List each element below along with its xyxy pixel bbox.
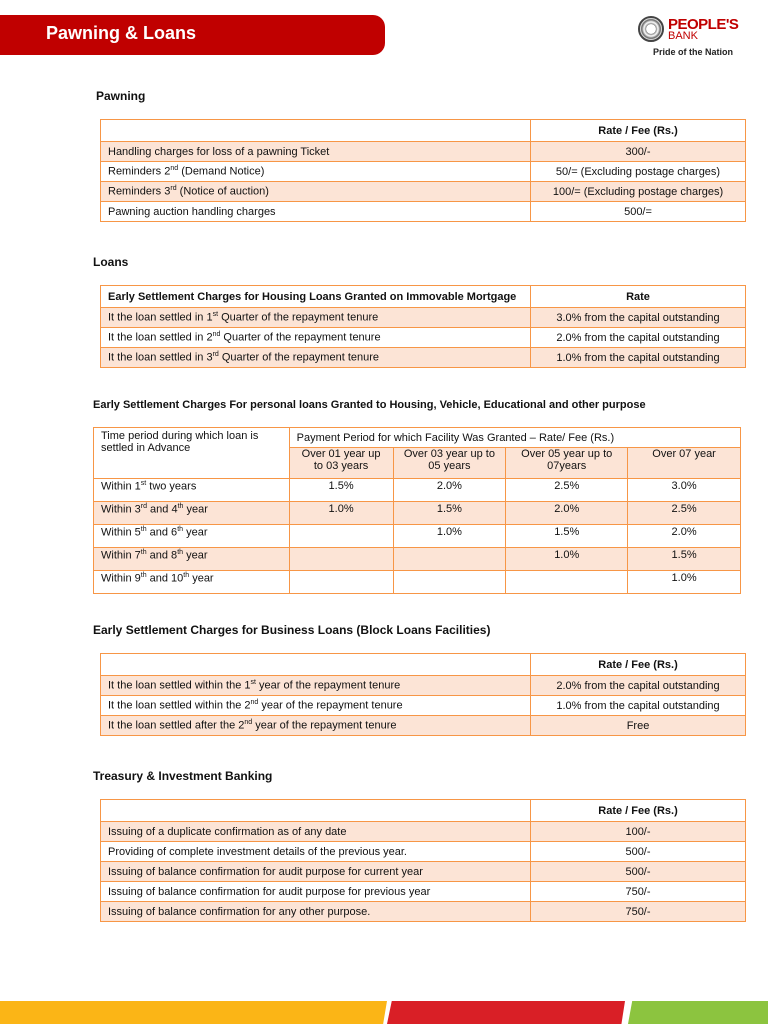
rate-cell: 2.0% from the capital outstanding	[531, 328, 746, 348]
period-cell: Within 7th and 8th year	[94, 548, 290, 571]
rate-cell: 500/-	[531, 842, 746, 862]
table-row	[101, 902, 746, 922]
rate-cell: 500/-	[531, 862, 746, 882]
table-row	[101, 882, 746, 902]
table-row	[101, 328, 746, 348]
rate-cell: 2.0%	[393, 479, 506, 502]
table-row	[101, 716, 746, 736]
rate-cell: 1.0% from the capital outstanding	[531, 348, 746, 368]
rate-cell: 2.0% from the capital outstanding	[531, 676, 746, 696]
rate-cell: 1.0%	[628, 571, 741, 594]
header-cell: Rate / Fee (Rs.)	[531, 654, 746, 676]
rate-cell: 1.0% from the capital outstanding	[531, 696, 746, 716]
rate-cell: 2.5%	[628, 502, 741, 525]
header-row	[101, 654, 746, 676]
item-cell: Issuing of balance confirmation for any other purpose.	[101, 902, 531, 922]
logo-tagline: Pride of the Nation	[653, 47, 734, 57]
rate-cell: 2.5%	[506, 479, 628, 502]
rate-cell: 2.0%	[628, 525, 741, 548]
period-cell: Within 5th and 6th year	[94, 525, 290, 548]
bank-seal-icon	[638, 16, 664, 42]
period-cell: Within 1st two years	[94, 479, 290, 502]
table-row	[94, 525, 741, 548]
rate-cell: 750/-	[531, 902, 746, 922]
business-loans-table	[100, 653, 746, 736]
item-cell: Handling charges for loss of a pawning Ticket	[101, 142, 531, 162]
table-row	[94, 502, 741, 525]
header-row	[101, 800, 746, 822]
item-cell: It the loan settled within the 2nd year of the repayment tenure	[101, 696, 531, 716]
group-header-row	[94, 428, 741, 448]
rate-cell	[506, 571, 628, 594]
footer-bar-green	[628, 1001, 768, 1024]
column-header-cell: Over 01 year up to 03 years	[289, 448, 393, 479]
rate-cell: 500/=	[531, 202, 746, 222]
rate-cell: 1.0%	[393, 525, 506, 548]
table-row	[94, 548, 741, 571]
item-cell: It the loan settled within the 1st year of the repayment tenure	[101, 676, 531, 696]
personal-loans-table	[93, 427, 741, 594]
table-row	[101, 676, 746, 696]
pawning-heading: Pawning	[96, 89, 146, 103]
header-cell: Rate / Fee (Rs.)	[531, 120, 746, 142]
rate-cell: 100/-	[531, 822, 746, 842]
rate-cell	[289, 525, 393, 548]
item-cell: Issuing of a duplicate confirmation as of any date	[101, 822, 531, 842]
column-header-cell: Over 05 year up to 07years	[506, 448, 628, 479]
loans-heading: Loans	[93, 255, 129, 269]
table-row	[101, 308, 746, 328]
rate-cell	[289, 571, 393, 594]
item-cell: It the loan settled after the 2nd year of the repayment tenure	[101, 716, 531, 736]
rate-cell: 1.5%	[289, 479, 393, 502]
item-cell: It the loan settled in 2nd Quarter of the repayment tenure	[101, 328, 531, 348]
table-row	[101, 182, 746, 202]
table-row	[101, 142, 746, 162]
item-cell: It the loan settled in 1st Quarter of the repayment tenure	[101, 308, 531, 328]
rate-cell	[393, 571, 506, 594]
rate-cell: 100/= (Excluding postage charges)	[531, 182, 746, 202]
footer-bar-red	[387, 1001, 625, 1024]
rate-cell: Free	[531, 716, 746, 736]
item-cell: Reminders 3rd (Notice of auction)	[101, 182, 531, 202]
item-cell: Pawning auction handling charges	[101, 202, 531, 222]
item-cell: Reminders 2nd (Demand Notice)	[101, 162, 531, 182]
header-cell: Rate / Fee (Rs.)	[531, 800, 746, 822]
rate-cell	[393, 548, 506, 571]
rate-cell	[289, 548, 393, 571]
treasury-heading: Treasury & Investment Banking	[93, 769, 273, 783]
page-title: Pawning & Loans	[46, 23, 197, 43]
rate-cell: 2.0%	[506, 502, 628, 525]
item-cell: Providing of complete investment details of the previous year.	[101, 842, 531, 862]
header-cell: Early Settlement Charges for Housing Loans Granted on Immovable Mortgage	[101, 286, 531, 308]
column-header-cell: Over 03 year up to 05 years	[393, 448, 506, 479]
row-header-cell: Time period during which loan is settled in Advance	[94, 428, 290, 479]
group-header-cell: Payment Period for which Facility Was Granted – Rate/ Fee (Rs.)	[289, 428, 740, 448]
housing-loans-table	[100, 285, 746, 368]
table-row	[101, 348, 746, 368]
column-header-cell: Over 07 year	[628, 448, 741, 479]
table-row	[94, 571, 741, 594]
rate-cell: 1.0%	[289, 502, 393, 525]
rate-cell: 1.5%	[393, 502, 506, 525]
rate-cell: 3.0% from the capital outstanding	[531, 308, 746, 328]
header-row	[101, 286, 746, 308]
header-cell	[101, 120, 531, 142]
header-cell	[101, 800, 531, 822]
table-row	[101, 162, 746, 182]
footer-bar-yellow	[0, 1001, 387, 1024]
logo-name-1: PEOPLE'S	[668, 16, 739, 33]
table-row	[101, 862, 746, 882]
header-row	[101, 120, 746, 142]
rate-cell: 300/-	[531, 142, 746, 162]
table-row	[101, 202, 746, 222]
rate-cell: 1.0%	[506, 548, 628, 571]
table-row	[101, 842, 746, 862]
item-cell: It the loan settled in 3rd Quarter of the repayment tenure	[101, 348, 531, 368]
period-cell: Within 3rd and 4th year	[94, 502, 290, 525]
item-cell: Issuing of balance confirmation for audit purpose for current year	[101, 862, 531, 882]
header-banner	[0, 15, 385, 55]
table-row	[94, 479, 741, 502]
business-heading: Early Settlement Charges for Business Loans (Block Loans Facilities)	[93, 623, 491, 637]
header-cell	[101, 654, 531, 676]
peoples-bank-logo	[638, 16, 748, 61]
table-row	[101, 696, 746, 716]
rate-cell: 1.5%	[628, 548, 741, 571]
rate-cell: 750/-	[531, 882, 746, 902]
item-cell: Issuing of balance confirmation for audit purpose for previous year	[101, 882, 531, 902]
rate-cell: 50/= (Excluding postage charges)	[531, 162, 746, 182]
pawning-table	[100, 119, 746, 222]
logo-name-2: BANK	[668, 30, 698, 42]
rate-cell: 3.0%	[628, 479, 741, 502]
rate-cell: 1.5%	[506, 525, 628, 548]
header-cell: Rate	[531, 286, 746, 308]
treasury-table	[100, 799, 746, 922]
table-row	[101, 822, 746, 842]
period-cell: Within 9th and 10th year	[94, 571, 290, 594]
personal-heading: Early Settlement Charges For personal loans Granted to Housing, Vehicle, Educational and other purpose	[93, 399, 646, 411]
